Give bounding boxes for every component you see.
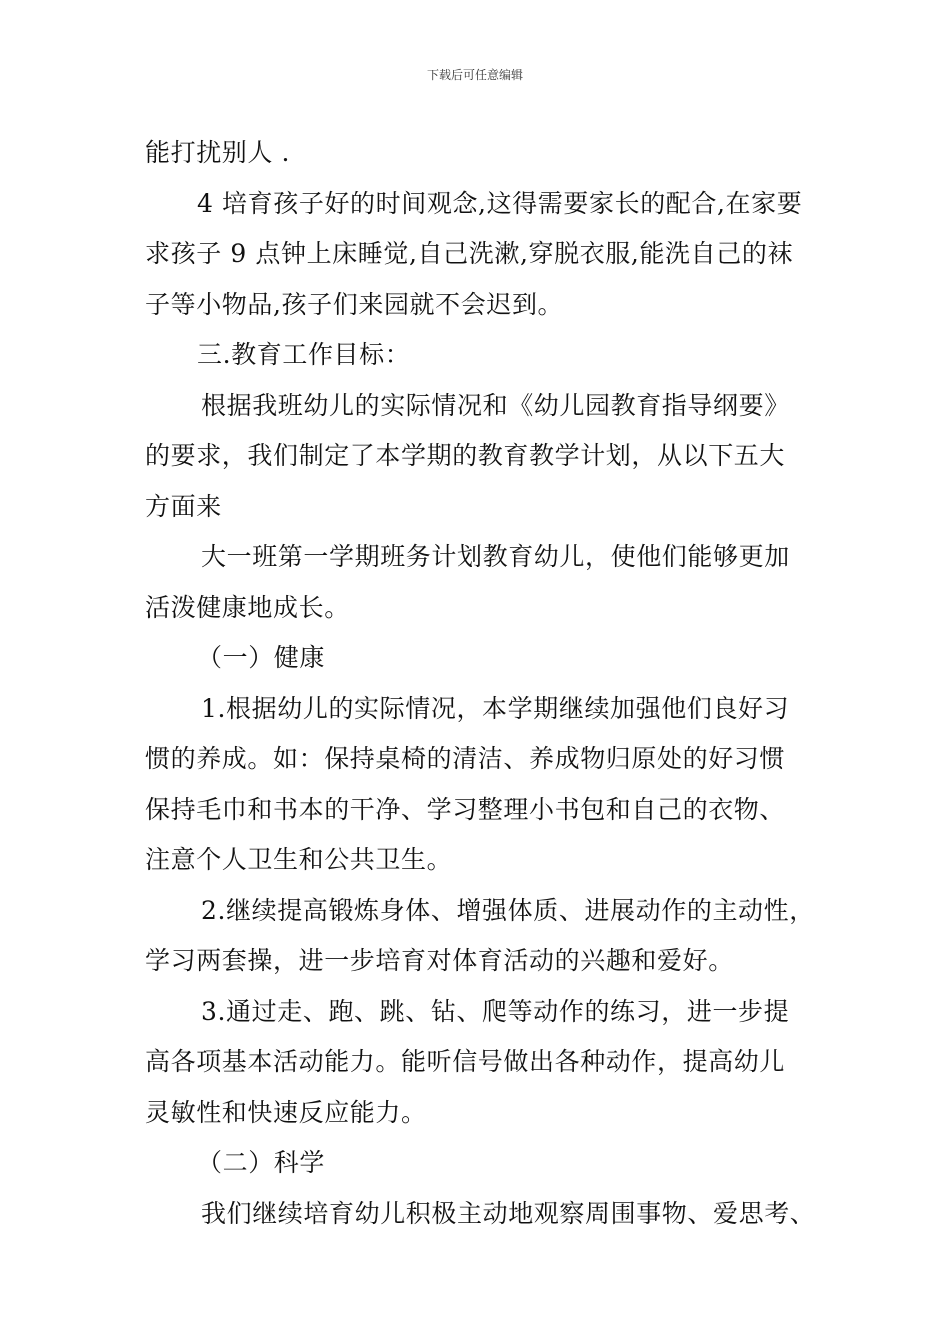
- document-body: [145, 128, 825, 1239]
- text-line: 活泼健康地成长。: [145, 592, 350, 622]
- text-line: 根据我班幼儿的实际情况和《幼儿园教育指导纲要》: [201, 390, 790, 420]
- text-line: 3.通过走、跑、跳、钻、爬等动作的练习，进一步提: [201, 996, 790, 1026]
- text-line: 灵敏性和快速反应能力。: [145, 1097, 427, 1127]
- text-line: 注意个人卫生和公共卫生。: [145, 845, 453, 874]
- subsection-heading: （二）科学: [197, 1148, 326, 1177]
- text-line: 能打扰别人 .: [145, 138, 291, 167]
- page-header: 下载后可任意编辑: [426, 68, 523, 82]
- text-line: 惯的养成。如：保持桌椅的清洁、养成物归原处的好习惯: [145, 744, 786, 773]
- text-line: 方面来: [145, 491, 222, 521]
- text-line: 高各项基本活动能力。能听信号做出各种动作，提高幼儿: [145, 1047, 786, 1076]
- text-line: 大一班第一学期班务计划教育幼儿，使他们能够更加: [201, 542, 790, 571]
- text-line: 保持毛巾和书本的干净、学习整理小书包和自己的衣物、: [145, 794, 786, 824]
- text-line: 4 培育孩子好的时间观念,这得需要家长的配合,在家要: [197, 188, 803, 218]
- text-line: 2.继续提高锻炼身体、增强体质、进展动作的主动性，: [201, 895, 815, 925]
- text-line: 1.根据幼儿的实际情况，本学期继续加强他们良好习: [201, 693, 790, 723]
- text-line: 学习两套操，进一步培育对体育活动的兴趣和爱好。: [145, 946, 734, 975]
- subsection-heading: （一）健康: [197, 643, 326, 672]
- text-line: 求孩子 9 点钟上床睡觉,自己洗漱,穿脱衣服,能洗自己的袜: [145, 239, 794, 268]
- text-line: 的要求，我们制定了本学期的教育教学计划，从以下五大: [145, 441, 786, 470]
- text-line: 子等小物品,孩子们来园就不会迟到。: [145, 289, 564, 319]
- text-line: 我们继续培育幼儿积极主动地观察周围事物、爱思考、: [201, 1198, 816, 1228]
- section-heading: 三.教育工作目标：: [197, 340, 411, 369]
